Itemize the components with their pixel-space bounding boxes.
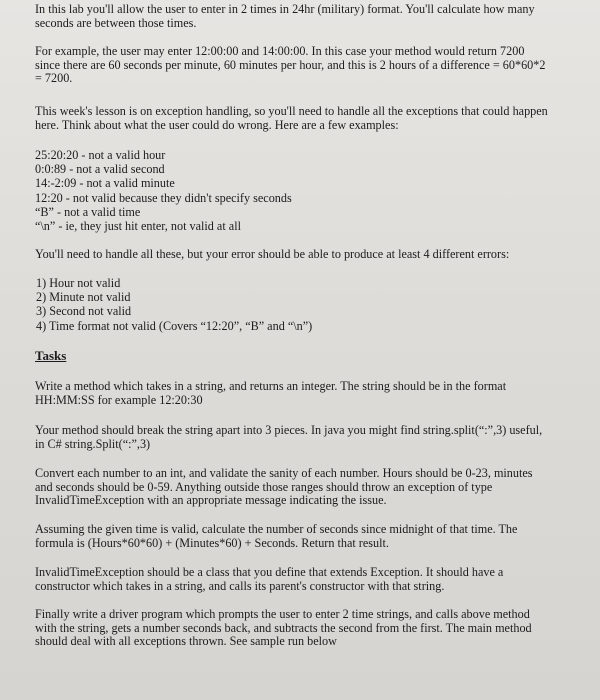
- list-item: 4) Time format not valid (Covers “12:20”, “B” and “\n”): [36, 318, 313, 333]
- task-line: InvalidTimeException with an appropriate message indicating the issue.: [35, 493, 387, 508]
- list-item: 0:0:89 - not a valid second: [35, 162, 165, 177]
- list-item: “\n” - ie, they just hit enter, not valid at all: [35, 219, 241, 234]
- task-calc-paragraph: [35, 523, 565, 550]
- task-line: in C# string.Split(“:”,3): [35, 436, 151, 451]
- task-line: Convert each number to an int, and validate the sanity of each number. Hours should be 0-23, minutes: [35, 466, 533, 480]
- task-line: Write a method which takes in a string, and returns an integer. The string should be in the format: [35, 379, 507, 393]
- list-item: 14:-2:09 - not a valid minute: [35, 176, 175, 191]
- task-driver-paragraph: [35, 608, 565, 649]
- example-paragraph: [35, 45, 565, 86]
- task-line: HH:MM:SS for example 12:20:30: [35, 392, 203, 407]
- tasks-section: [35, 349, 565, 363]
- task-line: formula is (Hours*60*60) + (Minutes*60) + Seconds. Return that result.: [35, 535, 389, 550]
- task-line: InvalidTimeException should be a class that you define that extends Exception. It should have a: [35, 565, 504, 579]
- task-line: Finally write a driver program which prompts the user to enter 2 time strings, and calls above method: [35, 607, 530, 621]
- intro-line: In this lab you'll allow the user to enter in 2 times in 24hr (military) format. You'll calculate how many: [35, 2, 535, 16]
- handle-note: [35, 248, 565, 262]
- list-item: 12:20 - not valid because they didn't specify seconds: [35, 190, 292, 205]
- invalid-examples-list: [35, 148, 565, 233]
- list-item: “B” - not a valid time: [35, 204, 141, 219]
- example-line: since there are 60 seconds per minute, 60 minutes per hour, and this is 2 hours of a difference = 60*60*2: [35, 57, 546, 72]
- tasks-heading: Tasks: [35, 348, 67, 363]
- task-split-paragraph: [35, 424, 565, 451]
- list-item: 2) Minute not valid: [36, 290, 131, 305]
- example-line: For example, the user may enter 12:00:00 and 14:00:00. In this case your method would return 7200: [35, 44, 525, 58]
- task-line: constructor which takes in a string, and calls its parent's constructor with that string.: [35, 578, 445, 593]
- task-convert-paragraph: [35, 467, 565, 508]
- example-line: = 7200.: [35, 71, 73, 86]
- task-line: Your method should break the string apart into 3 pieces. In java you might find string.split(“:”,3) useful,: [35, 423, 543, 437]
- list-item: 25:20:20 - not a valid hour: [35, 148, 166, 162]
- lesson-line: here. Think about what the user could do wrong. Here are a few examples:: [35, 117, 399, 132]
- task-method-paragraph: [35, 380, 565, 407]
- intro-line: seconds are between those times.: [35, 15, 197, 30]
- intro-paragraph: [35, 3, 565, 30]
- handle-note-text: You'll need to handle all these, but your error should be able to produce at least 4 different errors:: [35, 247, 510, 261]
- task-line: and seconds should be 0-59. Anything outside those ranges should throw an exception of type: [35, 479, 493, 494]
- list-item: 3) Second not valid: [36, 304, 132, 319]
- task-line: should deal with all exceptions thrown. See sample run below: [35, 634, 337, 649]
- task-exception-paragraph: [35, 566, 565, 593]
- error-types-list: [36, 276, 566, 333]
- lesson-paragraph: [35, 105, 565, 132]
- task-line: with the string, gets a number seconds back, and subtracts the second from the first. The main method: [35, 620, 532, 635]
- lesson-line: This week's lesson is on exception handling, so you'll need to handle all the exceptions that could happen: [35, 104, 548, 118]
- list-item: 1) Hour not valid: [36, 276, 121, 290]
- task-line: Assuming the given time is valid, calculate the number of seconds since midnight of that time. The: [35, 522, 518, 536]
